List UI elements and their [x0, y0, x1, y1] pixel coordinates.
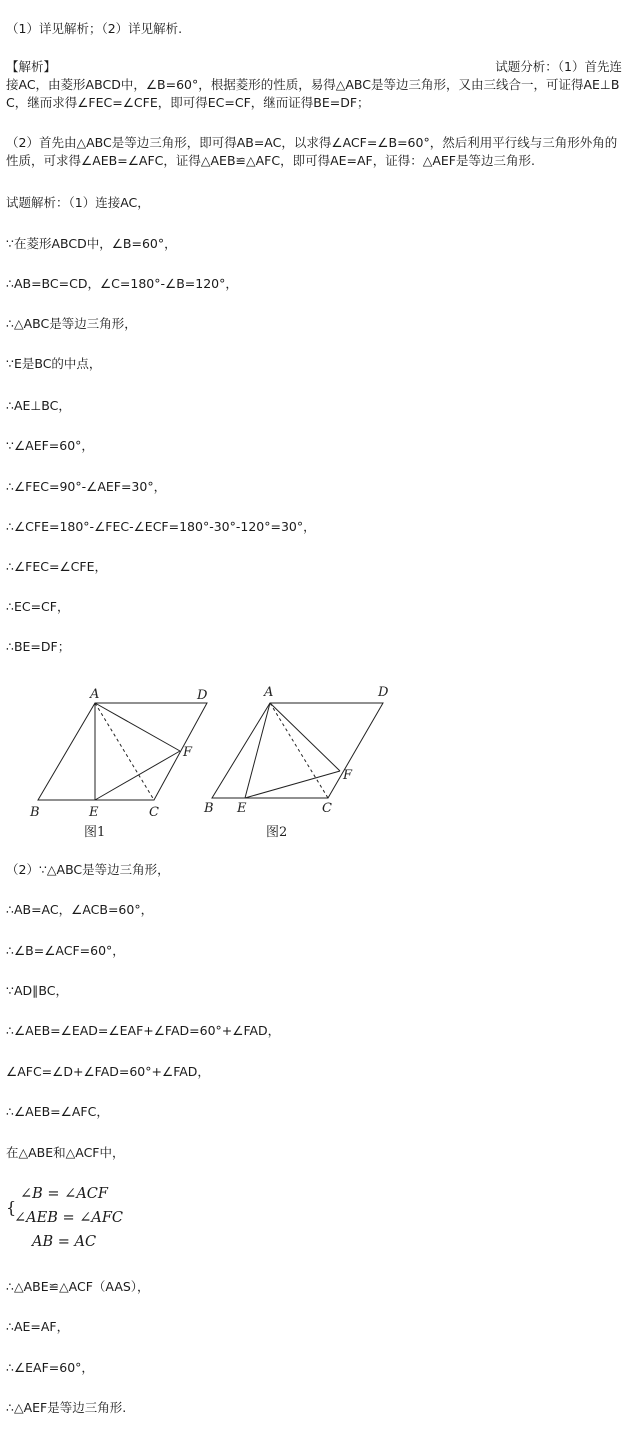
proof-step: ∴∠B=∠ACF=60°，	[6, 943, 125, 958]
proof-step: ∴∠CFE=180°-∠FEC-∠ECF=180°-30°-120°=30°，	[6, 519, 316, 534]
fig2-label-C: C	[322, 801, 332, 816]
fig2-caption: 图2	[266, 825, 288, 840]
proof-step: ∴∠FEC=90°-∠AEF=30°，	[6, 479, 167, 494]
proof-step: ∴△ABC是等边三角形，	[6, 316, 137, 331]
proof-step: ∠AFC=∠D+∠FAD=60°+∠FAD，	[6, 1064, 210, 1079]
proof-step: 试题解析：（1）连接AC，	[6, 195, 150, 210]
proof-step: ∵AD∥BC，	[6, 983, 68, 998]
condition-2: ∠AEB = ∠AFC	[14, 1210, 124, 1226]
proof-step: ∴∠AEB=∠AFC，	[6, 1104, 109, 1119]
proof-step: ∴∠FEC=∠CFE，	[6, 559, 107, 574]
fig2-label-A: A	[264, 685, 274, 700]
fig1-label-D: D	[197, 688, 208, 703]
proof-step: （2）∵△ABC是等边三角形，	[6, 862, 170, 877]
fig2-label-D: D	[378, 685, 389, 700]
analysis-lead: 试题分析：（1）首先连	[495, 59, 622, 74]
proof-step: ∴△AEF是等边三角形.	[6, 1400, 127, 1415]
proof-step: ∴∠EAF=60°，	[6, 1360, 94, 1375]
condition-1: ∠B = ∠ACF	[20, 1186, 108, 1202]
proof-step: 在△ABE和△ACF中，	[6, 1145, 125, 1160]
proof-step: ∴AE⊥BC，	[6, 398, 71, 413]
condition-3: AB = AC	[32, 1234, 97, 1250]
fig1-label-E: E	[89, 805, 99, 820]
fig2-label-E: E	[237, 801, 247, 816]
fig1-caption: 图1	[84, 825, 106, 840]
analysis-label: 【解析】	[6, 59, 57, 74]
answer-line: （1）详见解析；（2）详见解析.	[6, 21, 183, 36]
proof-step: ∴BE=DF；	[6, 639, 71, 654]
analysis-paragraph-1: 接AC，由菱形ABCD中，∠B=60°，根据菱形的性质，易得△ABC是等边三角形，又由三线合一，可证得AE⊥BC，继而求得∠FEC=∠CFE，即可得EC=CF，继而证得BE=DF；	[6, 77, 620, 110]
fig1-label-F: F	[183, 745, 193, 760]
fig1-label-B: B	[30, 805, 40, 820]
system-brace: {	[6, 1198, 17, 1217]
proof-step: ∴EC=CF，	[6, 599, 70, 614]
fig1-label-C: C	[149, 805, 159, 820]
proof-step: ∵∠AEF=60°，	[6, 438, 94, 453]
proof-step: ∵在菱形ABCD中，∠B=60°，	[6, 236, 177, 251]
proof-step: ∵E是BC的中点，	[6, 356, 102, 371]
proof-step: ∴∠AEB=∠EAD=∠EAF+∠FAD=60°+∠FAD，	[6, 1023, 281, 1038]
fig2-label-B: B	[204, 801, 214, 816]
proof-step: ∴AB=BC=CD，∠C=180°-∠B=120°，	[6, 276, 238, 291]
proof-step: ∴AE=AF，	[6, 1319, 70, 1334]
fig1-label-A: A	[90, 687, 100, 702]
analysis-paragraph-2: （2）首先由△ABC是等边三角形，即可得AB=AC，以求得∠ACF=∠B=60°，然后利用平行线与三角形外角的性质，可求得∠AEB=∠AFC，证得△AEB≌△AFC，即可得AE=AF，证得：△AEF是等边三角形.	[6, 135, 618, 168]
proof-step: ∴AB=AC，∠ACB=60°，	[6, 902, 154, 917]
proof-step: ∴△ABE≌△ACF（AAS），	[6, 1279, 150, 1294]
fig2-label-F: F	[343, 768, 353, 783]
geometry-figures	[0, 682, 420, 847]
